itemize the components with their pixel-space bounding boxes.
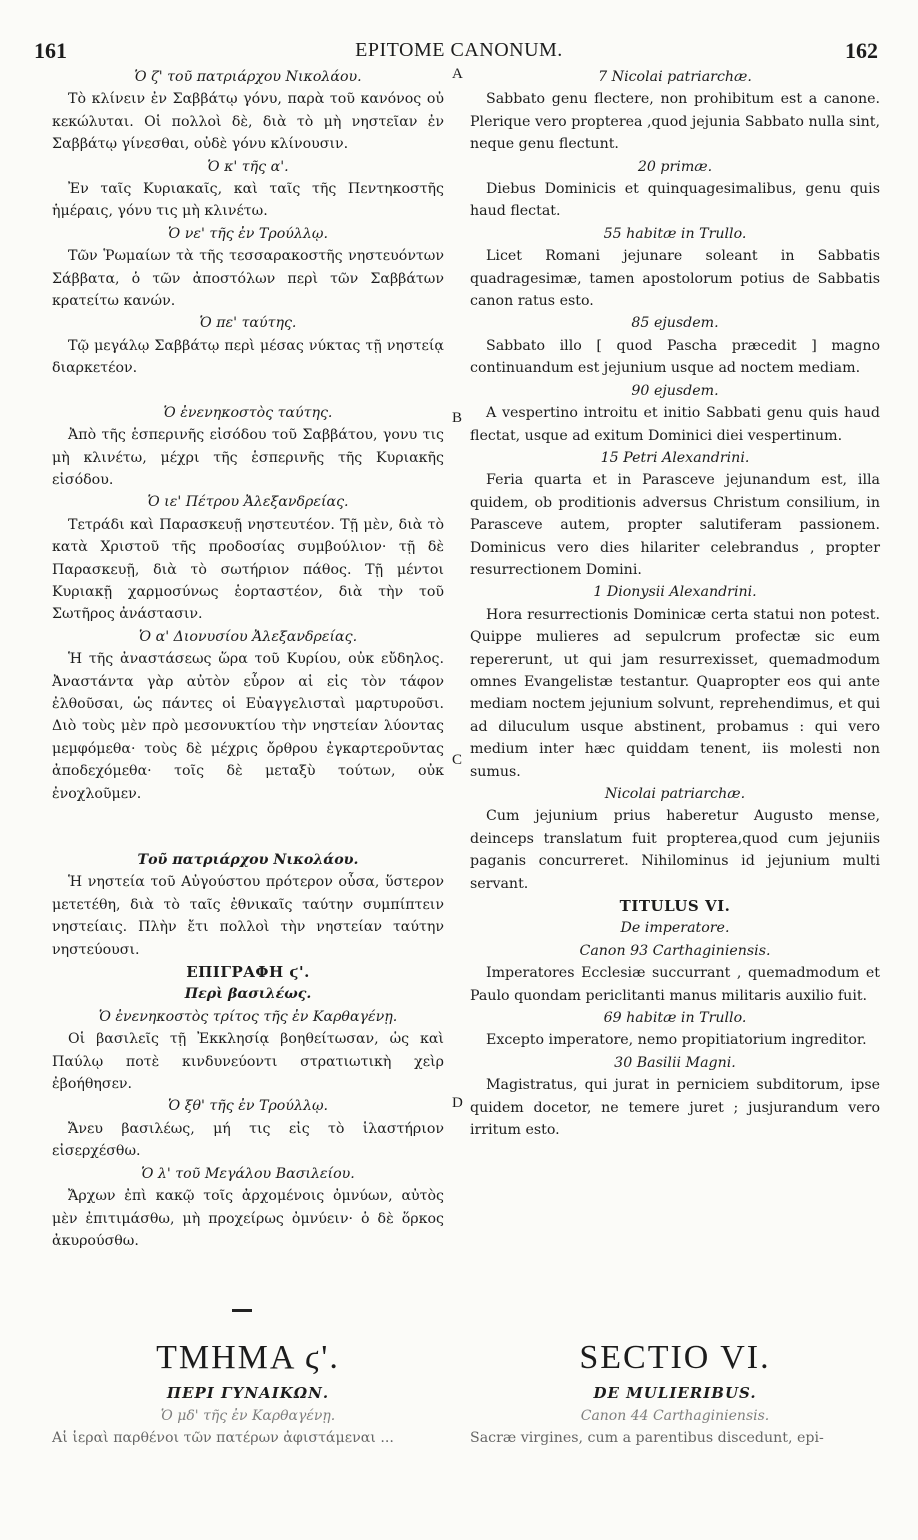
canon-heading: 85 ejusdem. <box>631 315 719 332</box>
canon-text: Ἡ νηστεία τοῦ Αὐγούστου πρότερον οὖσα, ὕστερον μετετέθη, διὰ τὸ ταῖς ἐθνικαῖς ταύτην συμπίπτειν νηστείαις. Πλὴν ἔτι πολλοὶ τὴν νηστείαν ταύτην νηστεύουσι. <box>52 874 444 958</box>
spacer <box>52 380 444 402</box>
canon-heading: 7 Nicolai patriarchæ. <box>598 69 752 85</box>
section-canon: Canon 44 Carthaginiensis. <box>580 1408 770 1424</box>
canon-heading: Canon 93 Carthaginiensis. <box>579 942 771 959</box>
title-heading: TITULUS VI. <box>619 897 731 916</box>
canon-heading: Ὁ ἐνενηκοστὸς ταύτης. <box>163 404 333 421</box>
section-header-latin <box>470 1335 880 1449</box>
canon-text: Magistratus, qui jurat in perniciem subditorum, ipse quidem docetor, ne temere juret ; jusjurandum vero irritum esto. <box>470 1077 880 1139</box>
section-subtitle: DE MULIERIBUS. <box>593 1384 757 1402</box>
latin-column <box>470 66 880 1142</box>
canon-heading: Περὶ βασιλέως. <box>184 986 312 1003</box>
canon-heading: Ὁ ἐνενηκοστὸς τρίτος τῆς ἐν Καρθαγένῃ. <box>98 1008 398 1025</box>
canon-text: Hora resurrectionis Dominicæ certa statui non potest. Quippe mulieres ad sepulcrum profectæ sic eum repererunt, ut qui jam resurrexisset, quemadmodum omnes Evangelistæ testantur. Quapropter eos qui ante mediam noctem jejunium solvunt, reprehendimus, et qui ad diluculum usque abstinent, probamus : qui vero medium inter hæc quiddam tenent, iis molesti non sumus. <box>470 606 880 780</box>
canon-text: Imperatores Ecclesiæ succurrant , quemadmodum et Paulo quondam periclitanti manus militaris auxilio fuit. <box>470 965 880 1004</box>
margin-letter-d: D <box>452 1095 463 1111</box>
margin-letter-b: B <box>452 410 463 426</box>
canon-text: Τῷ μεγάλῳ Σαββάτῳ περὶ μέσας νύκτας τῇ νηστείᾳ διαρκετέον. <box>52 337 444 377</box>
running-header <box>0 38 918 68</box>
canon-text: Τὸ κλίνειν ἐν Σαββάτῳ γόνυ, παρὰ τοῦ κανόνος οὐ κεκώλυται. Οἱ πολλοὶ δὲ, διὰ τὸ μὴ νηστεῖαν ἐν Σαββάτῳ γίνεσθαι, οὐδὲ γόνυ κλίνουσιν. <box>52 91 444 153</box>
canon-heading: Ὁ ξθ' τῆς ἐν Τρούλλῳ. <box>167 1098 329 1115</box>
canon-text: Τῶν Ῥωμαίων τὰ τῆς τεσσαρακοστῆς νηστευόντων Σάββατα, ὁ τῶν ἀποστόλων περὶ τῶν Σαββάτων κρατείτω κανών. <box>52 248 444 310</box>
canon-text: Licet Romani jejunare soleant in Sabbatis quadragesimæ, tamen apostolorum potius de Sabbatis canon ratus esto. <box>470 248 880 310</box>
spacer <box>52 805 444 849</box>
canon-text: Sabbato illo [ quod Pascha præcedit ] magno continuandum est jejunium usque ad noctem mediam. <box>470 337 880 377</box>
section-first-line: Αἱ ἱεραὶ παρθένοι τῶν πατέρων ἀφιστάμεναι ... <box>52 1430 394 1446</box>
canon-heading: 55 habitæ in Trullo. <box>603 225 747 242</box>
canon-heading: Ὁ πε' ταύτης. <box>199 315 297 332</box>
canon-text: Ἄρχων ἐπὶ κακῷ τοῖς ἀρχομένοις ὀμνύων, αὐτὸς μὲν ἐπιτιμάσθω, μὴ προχείρως ὀμνύειν· ὁ δὲ ὅρκος ἀκυρούσθω. <box>52 1188 444 1249</box>
section-header-greek <box>52 1335 444 1449</box>
section-first-line: Sacræ virgines, cum a parentibus discedunt, epi- <box>470 1430 824 1446</box>
title-heading: ΕΠΙΓΡΑΦΗ ϛ'. <box>186 963 310 982</box>
section-canon: Ὁ μδ' τῆς ἐν Καρθαγένῃ. <box>160 1408 336 1424</box>
page-number-left: 161 <box>34 38 67 63</box>
canon-heading: Ὁ ζ' τοῦ πατριάρχου Νικολάου. <box>134 69 362 85</box>
canon-heading: Ὁ νε' τῆς ἐν Τρούλλῳ. <box>168 225 328 242</box>
canon-text: Οἱ βασιλεῖς τῇ Ἐκκλησίᾳ βοηθείτωσαν, ὡς καὶ Παύλῳ ποτὲ κινδυνεύοντι στρατιωτικὴ χεὶρ ἐβοήθησεν. <box>52 1031 444 1093</box>
canon-text: Feria quarta et in Parasceve jejunandum est, illa quidem, ob proditionis adversus Christum consilium, in Parasceve autem, propter salutiferam passionem. Dominicus vero dies hilariter celebrandus , propter resurrectionem Domini. <box>470 472 880 578</box>
canon-heading: Ὁ α' Διονυσίου Ἀλεξανδρείας. <box>138 628 358 645</box>
canon-heading: 90 ejusdem. <box>631 382 719 399</box>
canon-heading: Ὁ κ' τῆς α'. <box>207 158 289 175</box>
section-title: SECTIO VI. <box>579 1339 771 1376</box>
canon-text: Ἀπὸ τῆς ἑσπερινῆς εἰσόδου τοῦ Σαββάτου, γονυ τις μὴ κλινέτω, μέχρι τῆς ἑσπερινῆς τῆς Κυριακῆς εἰσόδου. <box>52 427 444 488</box>
canon-heading: Ὁ ιε' Πέτρου Ἀλεξανδρείας. <box>147 494 349 511</box>
section-title: ΤΜΗΜΑ ϛ'. <box>156 1339 340 1376</box>
greek-column <box>52 66 444 1252</box>
page-number-right: 162 <box>845 38 878 63</box>
canon-heading: 1 Dionysii Alexandrini. <box>593 584 757 601</box>
canon-text: Ἡ τῆς ἀναστάσεως ὥρα τοῦ Κυρίου, οὐκ εὔδηλος. Ἀναστάντα γὰρ αὐτὸν εὗρον αἱ εἰς τὸν τάφον ἐλθοῦσαι, ὡς πάντες οἱ Εὐαγγελισταὶ μαρτυροῦσι. Διὸ τοὺς μὲν πρὸ μεσονυκτίου τὴν νηστείαν λύοντας μεμφόμεθα· τοὺς δὲ μέχρις ὄρθρου ἐγκαρτεροῦντας ἀποδεχόμεθα· τοῖς δὲ μεταξὺ τούτων, οὐκ ἐνοχλοῦμεν. <box>52 651 444 802</box>
canon-text: Cum jejunium prius haberetur Augusto mense, deinceps translatum fuit propterea,quod cum jejuniis paganis concurreret. Nihilominus id jejunium multi servant. <box>470 808 880 892</box>
canon-text: Ἐν ταῖς Κυριακαῖς, καὶ ταῖς τῆς Πεντηκοστῆς ἡμέραις, γόνυ τις μὴ κλινέτω. <box>52 181 444 220</box>
section-divider <box>232 1309 252 1312</box>
canon-heading: De imperatore. <box>620 920 730 937</box>
canon-heading: Ὁ λ' τοῦ Μεγάλου Βασιλείου. <box>141 1165 355 1182</box>
margin-letter-a: A <box>452 66 463 82</box>
canon-text: Sabbato genu flectere, non prohibitum est a canone. Plerique vero propterea ,quod jejunia Sabbato nulla sint, neque genu flectunt. <box>470 91 880 153</box>
canon-text: A vespertino introitu et initio Sabbati genu quis haud flectat, usque ad exitum Dominici diei vespertinum. <box>470 405 880 444</box>
canon-heading: 30 Basilii Magni. <box>614 1054 736 1071</box>
canon-text: Excepto imperatore, nemo propitiatorium ingreditor. <box>486 1032 867 1049</box>
canon-text: Ἄνευ βασιλέως, μή τις εἰς τὸ ἱλαστήριον εἰσερχέσθω. <box>52 1120 444 1160</box>
canon-heading: 20 primæ. <box>637 158 713 175</box>
section-subtitle: ΠΕΡΙ ΓΥΝΑΙΚΩΝ. <box>166 1384 330 1402</box>
canon-text: Diebus Dominicis et quinquagesimalibus, genu quis haud flectat. <box>470 181 880 220</box>
running-title: EPITOME CANONUM. <box>355 39 563 61</box>
margin-letter-c: C <box>452 752 463 768</box>
canon-heading: 69 habitæ in Trullo. <box>603 1010 747 1027</box>
canon-text: Τετράδι καὶ Παρασκευῇ νηστευτέον. Τῇ μὲν, διὰ τὸ κατὰ Χριστοῦ τῆς προδοσίας συμβούλιον· τῇ δὲ Παρασκευῇ, διὰ τὸ σωτήριον πάθος. Τῇ μέντοι Κυριακῇ χαρμοσύνως ἑορταστέον, διὰ τὴν τοῦ Σωτῆρος ἀνάστασιν. <box>52 516 444 623</box>
canon-heading: 15 Petri Alexandrini. <box>600 449 750 466</box>
canon-heading: Τοῦ πατριάρχου Νικολάου. <box>137 852 359 868</box>
canon-heading: Nicolai patriarchæ. <box>604 786 746 802</box>
